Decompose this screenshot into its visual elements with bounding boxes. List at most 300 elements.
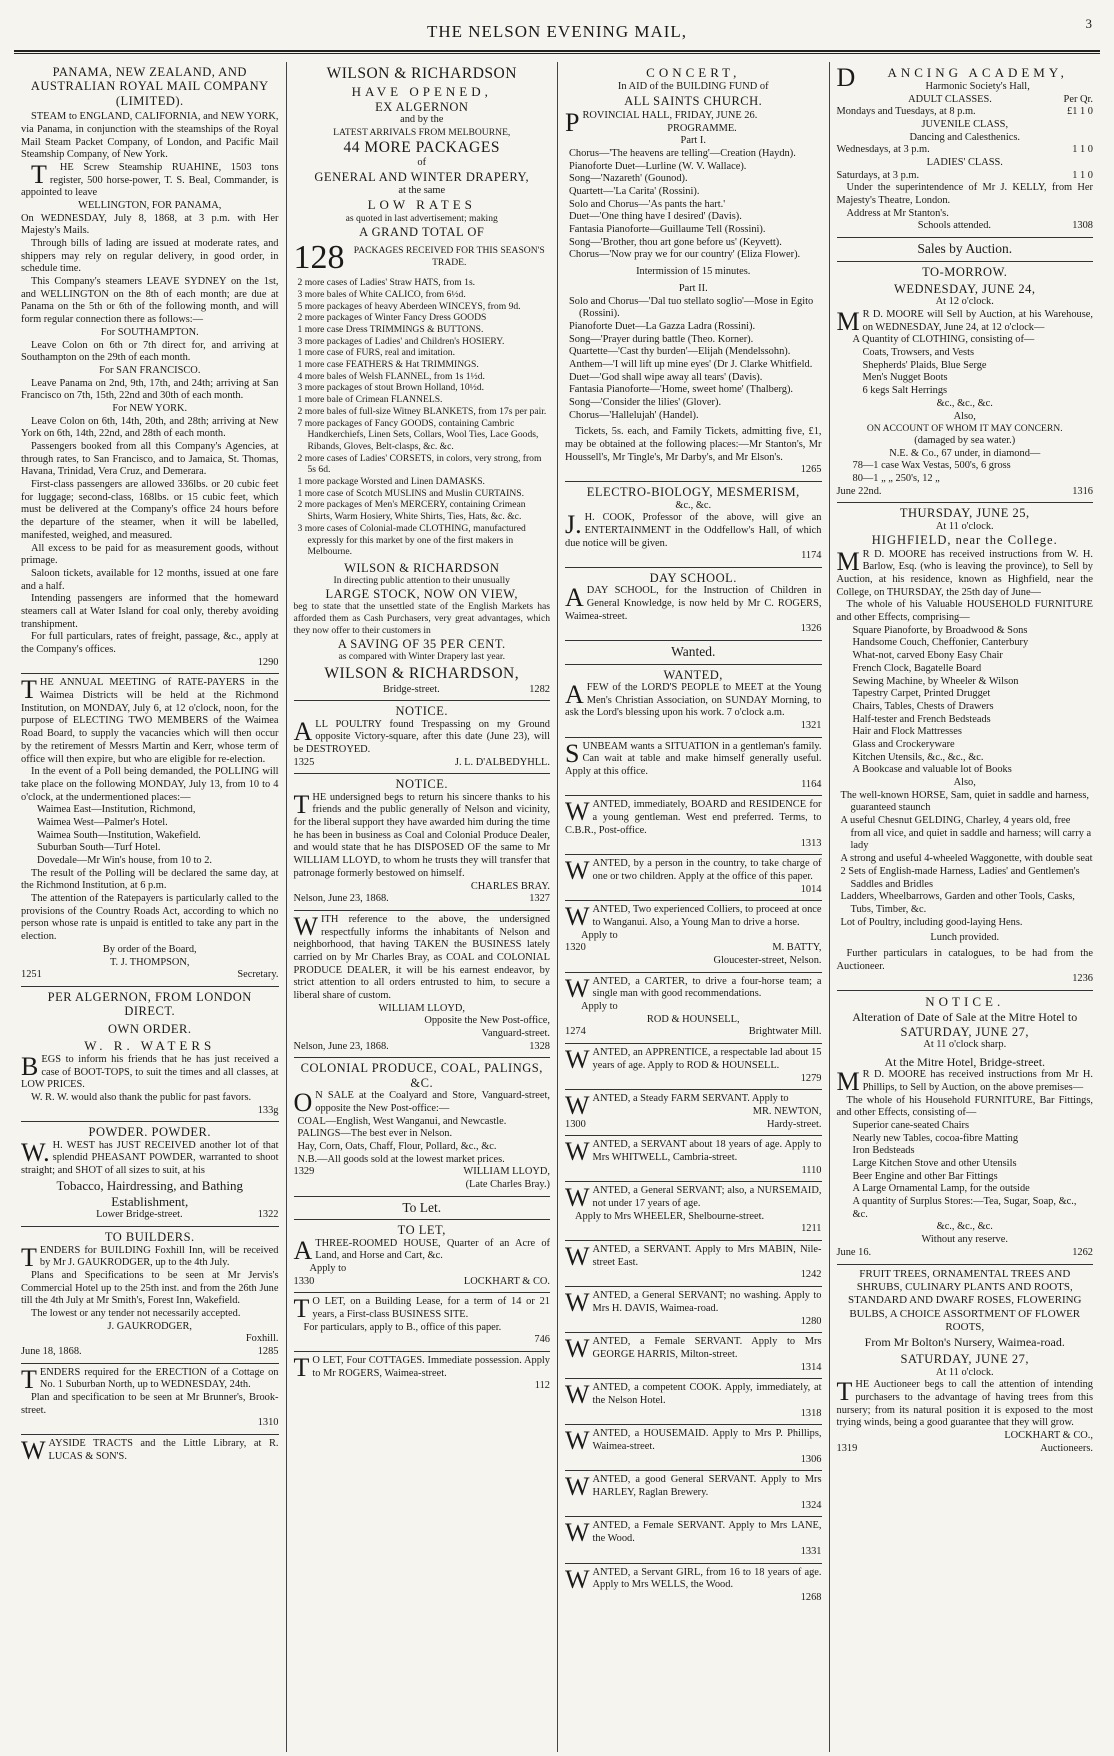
ad-text: WANTED, a Female SERVANT. Apply to Mrs GEORGE HARRIS, Milton-street. xyxy=(565,1334,822,1364)
ad-signer: CHARLES BRAY. xyxy=(470,880,550,892)
ad-text: WANTED, immediately, BOARD and RESIDENCE for a young gentleman. West end preferred. Terms, to C.B.R., Post-office. xyxy=(565,797,822,836)
ad-text: WANTED, Two experienced Colliers, to proceed at once to Wanganui. Also, a Young Man to drive a horse. xyxy=(565,902,822,932)
ad-text: WANTED, a Servant GIRL, from 16 to 18 years of age. Apply to Mrs WELLS, the Wood. xyxy=(565,1564,822,1594)
ad-subhead: LADIES' CLASS. xyxy=(926,156,1003,168)
class-price: £1 1 0 xyxy=(1067,106,1093,118)
section-heading-to-let: To Let. xyxy=(294,1197,551,1220)
page-number: 3 xyxy=(1085,16,1092,31)
ad-wanted-harley xyxy=(565,1471,822,1517)
ad-text: BEGS to inform his friends that he has just received a case of BOOT-TOPS, to suit the times and all classes, at LOW PRICES. xyxy=(21,1051,279,1091)
ad-text: Plan and specification to be seen at Mr Brunner's, Brook-street. xyxy=(21,1392,279,1416)
ad-text: This Company's steamers LEAVE SYDNEY on the 1st, and WELLINGTON on the 8th of each month; are due at Panama on the 5th or 6th of the following month, and will form regular connection there as follows:— xyxy=(21,276,279,326)
ad-signer: MR. NEWTON, xyxy=(752,1105,822,1117)
ad-text: Leave Colon on 6th or 7th direct for, and arriving at Southampton on the 29th of each month. xyxy=(21,339,279,364)
ad-wanted-whitwell xyxy=(565,1136,822,1182)
lot-item: A Large Ornamental Lamp, for the outside xyxy=(852,1183,1030,1195)
ad-ref: 1236 xyxy=(1072,973,1093,985)
ad-ref: 1110 xyxy=(801,1164,822,1176)
programme-item: Solo and Chorus—'Dal tuo stellato soglio'—Mose in Egito (Rossini). xyxy=(569,295,814,320)
ad-ref: 746 xyxy=(534,1334,550,1346)
lot-item: What-not, carved Ebony Easy Chair xyxy=(852,650,1003,662)
ad-wanted-davis xyxy=(565,1287,822,1333)
ad-subhead: HAVE OPENED, xyxy=(351,83,492,99)
ad-wanted-wells xyxy=(565,1564,822,1609)
programme-item: Quartett—'La Carita' (Rossini). xyxy=(569,186,700,198)
ad-subhead: Tobacco, Hairdressing, and Bathing Establishment, xyxy=(56,1177,243,1209)
ad-ref: 1300 xyxy=(565,1118,586,1130)
ad-text: Under the superintendence of Mr J. KELLY, from Her Majesty's Theatre, London. xyxy=(836,182,1093,207)
ad-text: THE Screw Steamship RUAHINE, 1503 tons register, 500 horse-power, T. S. Beal, Commander, is appointed to leave xyxy=(21,159,279,199)
ad-text: Apply to xyxy=(309,1262,347,1274)
ad-wanted-board xyxy=(565,796,822,855)
lot-item: Shepherds' Plaids, Blue Serge xyxy=(862,359,987,371)
ad-subhead: OWN ORDER. xyxy=(108,1021,192,1036)
ad-subhead: A GRAND TOTAL OF xyxy=(359,224,485,239)
ad-text: WANTED, a General SERVANT; also, a NURSEMAID, not under 17 years of age. xyxy=(565,1183,822,1213)
ad-date: Nelson, June 23, 1868. xyxy=(293,1040,389,1052)
ad-text: Address at Mr Stanton's. xyxy=(846,207,949,219)
ad-wanted-lane xyxy=(565,1517,822,1563)
ad-ref: 1321 xyxy=(800,720,822,732)
poll-place: Waimea West—Palmer's Hotel. xyxy=(37,816,168,828)
column-2 xyxy=(286,62,558,1752)
ad-address: Opposite the New Post-office, xyxy=(424,1015,550,1027)
ad-title: DANCING ACADEMY, xyxy=(836,63,1068,92)
stock-item: 1 more case of Scotch MUSLINS and Muslin CURTAINS. xyxy=(297,487,524,499)
ad-title: NOTICE. xyxy=(395,777,448,792)
ad-ref: 1290 xyxy=(257,656,279,668)
lot-item: A Bookcase and valuable lot of Books xyxy=(852,764,1012,776)
ad-wanted-housemaid xyxy=(565,1425,822,1471)
ad-title: POWDER. POWDER. xyxy=(88,1125,211,1140)
ad-text: WANTED, an APPRENTICE, a respectable lad about 15 years of age. Apply to ROD & HOUNSELL. xyxy=(565,1045,822,1075)
ad-title: NOTICE. xyxy=(395,704,448,719)
ad-ref: 1322 xyxy=(257,1209,279,1221)
ad-text: TENDERS for BUILDING Foxhill Inn, will be received by Mr J. GAUKRODGER, up to the 4th July. xyxy=(21,1242,279,1272)
ad-ratepayers xyxy=(21,674,279,987)
lot-item: 6 kegs Salt Herrings xyxy=(862,385,948,397)
ad-text: WITH reference to the above, the undersigned respectfully informs the inhabitants of Nelson and neighborhood, that having TAKEN the BUSINESS lately carried on by Mr Charles Bray, as COAL and COLONIAL PRODUCE DEALER, it will be his earnest endeavor, by strict attention to all orders entrusted to him, to secure a liberal share of custom. xyxy=(293,911,550,1002)
ad-ref: 1014 xyxy=(800,883,822,895)
lot-item: Handsome Couch, Cheffonier, Canterbury xyxy=(852,637,1029,649)
ad-wanted-mabin xyxy=(565,1241,822,1287)
ad-ref: 1329 xyxy=(293,1166,315,1178)
ad-signer: LOCKHART & CO., xyxy=(1004,1429,1093,1441)
ad-title: ELECTRO-BIOLOGY, MESMERISM, xyxy=(586,485,800,500)
ad-text: W.H. WEST has JUST RECEIVED another lot of that splendid PHEASANT POWDER, warranted to shoot straight; and SHOT of all sizes to suit, at his xyxy=(21,1137,279,1177)
ad-day-school xyxy=(565,568,822,641)
ad-signer: T. J. THOMPSON, xyxy=(109,956,190,968)
ad-text: The whole of his Valuable HOUSEHOLD FURNITURE and other Effects, comprising— xyxy=(836,599,1093,624)
ad-text: THE ANNUAL MEETING of RATE-PAYERS in the Waimea Districts will be held at the Richmond Institution, on MONDAY, July 6, at 12 o'clock, noon, for the purpose of ELECTING TWO MEMBERS of the Waimea Road Board, to supply the vacancies which will then occur by the retirement of Messrs Martin and Kerr, whose term of office will then expire, but who are eligible for re-election. xyxy=(21,675,279,765)
column-1 xyxy=(14,62,286,1752)
ad-subhead: ADULT CLASSES. xyxy=(908,93,992,105)
ad-title: THURSDAY, JUNE 25, xyxy=(899,506,1030,521)
ad-ref: 1306 xyxy=(800,1453,822,1465)
stock-item: 2 more packages of Men's MERCERY, containing Crimean Shirts, Warm Hosiery, White Shirts, Ties, Hats, &c. &c. xyxy=(297,499,526,523)
ad-text: Intending passengers are informed that the homeward steamers call at Water Island for coal only, thereby avoiding transhipment. xyxy=(21,593,279,630)
ad-address: Gloucester-street, Nelson. xyxy=(713,955,822,967)
ad-title: NOTICE. xyxy=(925,994,1005,1010)
ad-ref: 1251 xyxy=(21,969,42,981)
lot-item: Large Kitchen Stove and other Utensils xyxy=(852,1158,1017,1170)
ad-address: Lower Bridge-street. xyxy=(96,1209,183,1221)
ad-text: WANTED, a General SERVANT; no washing. Apply to Mrs H. DAVIS, Waimea-road. xyxy=(565,1288,822,1318)
ad-role: Auctioneers. xyxy=(1040,1442,1093,1454)
ad-ref: 112 xyxy=(534,1380,550,1392)
columns xyxy=(14,62,1100,1752)
ad-text: PROVINCIAL HALL, FRIDAY, JUNE 26. xyxy=(565,107,758,137)
ad-tolet-house xyxy=(294,1220,551,1293)
ad-text: WANTED, a Female SERVANT. Apply to Mrs LANE, the Wood. xyxy=(565,1518,822,1548)
ad-lloyd xyxy=(294,911,551,1059)
ad-ref: 1242 xyxy=(800,1269,822,1281)
ad-text: First-class passengers are allowed 336lbs. or 20 cubic feet for luggage; second-class, 168lbs. or 15 cubic feet, which must be delivered at the Company's office 24 hours before the departure of the steamer, when it will be labelled, manifested, weighed, and measured. xyxy=(21,479,279,541)
class-time: Saturdays, at 3 p.m. xyxy=(836,169,920,181)
ad-text: At 11 o'clock sharp. xyxy=(923,1038,1007,1050)
ad-signer: WILLIAM LLOYD, xyxy=(378,1002,466,1014)
ad-auction-mitre xyxy=(837,991,1094,1264)
stock-item: 4 more bales of Welsh FLANNEL, from 1s 1½d. xyxy=(297,370,485,382)
ad-date: Nelson, June 23, 1868. xyxy=(293,893,389,905)
ad-subhead: From Mr Bolton's Nursery, Waimea-road. xyxy=(864,1334,1065,1349)
ad-subhead: For SOUTHAMPTON. xyxy=(100,326,199,338)
ad-ref: 1318 xyxy=(800,1407,822,1419)
ad-title: TO BUILDERS. xyxy=(104,1230,195,1245)
ad-text: WANTED, a SERVANT about 18 years of age. Apply to Mrs WHITWELL, Cambria-street. xyxy=(565,1137,822,1167)
ad-ref: 1330 xyxy=(293,1275,315,1287)
poll-place: Dovedale—Mr Win's house, from 10 to 2. xyxy=(37,855,212,866)
stock-item: 3 more packages of stout Brown Holland, 10½d. xyxy=(297,382,485,394)
ad-text: (damaged by sea water.) xyxy=(914,434,1016,446)
ad-title: FRUIT TREES, ORNAMENTAL TREES AND SHRUBS, CULINARY PLANTS AND ROOTS, STANDARD AND DWARF ROSES, FLOWERING BULBS, A CHOICE ASSORTMENT OF FLOWER ROOTS, xyxy=(848,1267,1082,1334)
ad-text: WANTED, a competent COOK. Apply, immediately, at the Nelson Hotel. xyxy=(565,1380,822,1410)
ad-text: TENDERS required for the ERECTION of a Cottage on No. 1 Suburban North, up to WEDNESDAY, 24th. xyxy=(21,1364,279,1394)
ad-text: WANTED, a SERVANT. Apply to Mrs MABIN, Nile-street East. xyxy=(565,1242,822,1272)
ad-wanted-carter xyxy=(565,973,822,1044)
ad-text: Plans and Specifications to be seen at Mr Jervis's Commercial Hotel up to the 25th inst. and from the 26th June till the 4th July at Mr Smith's, Forest Inn, Wakefield. xyxy=(21,1269,279,1307)
ad-subhead: ON ACCOUNT OF WHOM IT MAY CONCERN. xyxy=(866,423,1063,435)
stock-item: 1 more package Worsted and Linen DAMASKS. xyxy=(297,476,485,488)
column-4 xyxy=(829,62,1101,1752)
ad-text: and by the xyxy=(400,114,444,126)
ad-text: At 11 o'clock. xyxy=(935,1366,994,1378)
ad-text: ATHREE-ROOMED HOUSE, Quarter of an Acre of Land, and Horse and Cart, &c. xyxy=(293,1235,550,1265)
ad-powder xyxy=(21,1122,279,1227)
ad-text: WANTED, a HOUSEMAID. Apply to Mrs P. Phillips, Waimea-street. xyxy=(565,1426,822,1456)
class-time: Wednesdays, at 3 p.m. xyxy=(836,144,930,156)
total-packages: 128 xyxy=(293,239,345,277)
ad-text: Schools attended. xyxy=(917,220,992,232)
ad-ref: 1313 xyxy=(800,837,822,849)
ad-text: N.E. & Co., 67 under, in diamond— xyxy=(889,447,1041,459)
ad-text: (Late Charles Bray.) xyxy=(465,1179,550,1191)
ad-ref: 1328 xyxy=(529,1040,550,1052)
lot-item: A quantity of Surplus Stores:—Tea, Sugar, Soap, &c., &c. xyxy=(852,1196,1077,1220)
programme-item: Duet—'One thing have I desired' (Davis). xyxy=(569,211,742,223)
lot-item: Superior cane-seated Chairs xyxy=(852,1119,970,1131)
ad-colonial-produce xyxy=(294,1058,551,1196)
lot-item: &c., &c., &c. xyxy=(936,1221,993,1233)
ad-text: At 12 o'clock. xyxy=(935,296,994,308)
programme-item: Song—'Prayer during battle (Theo. Korner). xyxy=(569,333,754,345)
ad-auction-highfield xyxy=(837,503,1094,991)
ad-date: June 18, 1868. xyxy=(21,1346,82,1358)
class-price: 1 1 0 xyxy=(1072,144,1093,156)
ad-text: of xyxy=(417,157,427,169)
ad-text: THE Auctioneer begs to call the attention of intending purchasers to the advantage of having trees from this nursery; from its natural position it is exposed to the most trying winds, being a good guarantee that they will grow. xyxy=(836,1377,1093,1429)
ad-text: MR D. MOORE has received instructions from W. H. Barlow, Esq. (who is leaving the province), to Sell by Auction, at his residence, known as Highfield, near the College, on THURSDAY, the 25th day of June— xyxy=(836,546,1093,598)
stock-item: 1 more case Dress TRIMMINGS & BUTTONS. xyxy=(297,323,484,335)
ad-wanted-cook xyxy=(565,1379,822,1425)
ad-subhead: A SAVING OF 35 PER CENT. xyxy=(337,636,506,651)
ad-ref: 1331 xyxy=(800,1545,822,1557)
ad-text: The attention of the Ratepayers is particularly called to the provisions of the Country Roads Act, according to which no person whose rate is unpaid is entitled to take any part in the election. xyxy=(21,893,279,943)
ad-waters xyxy=(21,987,279,1122)
ad-dancing-academy xyxy=(837,62,1094,238)
ad-address: Bridge-street. xyxy=(382,683,440,695)
ad-text: The whole of his Household FURNITURE, Bar Fittings, and other Effects, consisting of— xyxy=(836,1094,1093,1119)
lot-item: 80—1 „ „ 250's, 12 „ xyxy=(852,472,940,484)
ad-wanted-colliers xyxy=(565,901,822,972)
lot-item: Half-tester and French Bedsteads xyxy=(852,713,991,725)
ad-text: N.B.—All goods sold at the lowest market prices. xyxy=(297,1153,505,1165)
masthead: THE NELSON EVENING MAIL, xyxy=(426,22,688,41)
programme-item: Quartette—'Cast thy burden'—Elijah (Mendelssohn). xyxy=(569,346,791,358)
ad-subhead: GENERAL AND WINTER DRAPERY, xyxy=(314,170,530,185)
programme-item: Song—'Consider the lilies' (Glover). xyxy=(569,397,722,409)
ad-panama xyxy=(21,62,279,674)
ad-wanted-country xyxy=(565,855,822,901)
ad-subhead: LARGE STOCK, NOW ON VIEW, xyxy=(325,587,519,602)
ad-subhead: HIGHFIELD, near the College. xyxy=(871,533,1058,548)
ad-ref: 1265 xyxy=(800,464,822,476)
ad-text: All excess to be paid for as measurement goods, without primage. xyxy=(21,542,279,567)
ad-address: Brightwater Mill. xyxy=(748,1026,822,1038)
ad-signer: J. GAUKRODGER, xyxy=(107,1320,193,1332)
ad-text: PACKAGES RECEIVED FOR THIS SEASON'S TRADE. xyxy=(353,245,545,268)
ad-text: Also, xyxy=(953,410,976,422)
ad-address: Hardy-street. xyxy=(766,1118,822,1130)
ad-wilson-richardson xyxy=(294,62,551,701)
ad-electro-biology xyxy=(565,482,822,568)
ad-ref: 1316 xyxy=(1072,485,1093,497)
lot-item: Lot of Poultry, including good-laying Hens. xyxy=(840,916,1023,928)
ad-wanted-farm xyxy=(565,1090,822,1136)
ad-ref: 1327 xyxy=(529,893,550,905)
ad-tolet-cottages xyxy=(294,1352,551,1397)
stock-item: 2 more cases of Ladies' CORSETS, in colors, very strong, from 5s 6d. xyxy=(297,452,542,476)
ad-signer: ROD & HOUNSELL, xyxy=(646,1013,740,1025)
ad-ref: 1279 xyxy=(800,1072,822,1084)
lot-item: French Clock, Bagatelle Board xyxy=(852,662,982,674)
lot-item: &c., &c., &c. xyxy=(936,397,993,409)
stock-item: 1 more bale of Crimean FLANNELS. xyxy=(297,394,443,406)
ad-title: PANAMA, NEW ZEALAND, AND AUSTRALIAN ROYAL MAIL COMPANY (LIMITED). xyxy=(30,65,269,108)
ad-text: COAL—English, West Wanganui, and Newcastle. xyxy=(297,1115,507,1127)
ad-text: In AID of the BUILDING FUND of xyxy=(617,80,769,92)
ad-text: PALINGS—The best ever in Nelson. xyxy=(297,1128,453,1140)
lot-item: Men's Nugget Boots xyxy=(862,372,948,384)
ad-text: Apply to xyxy=(581,1001,618,1013)
lot-item: A useful Chesnut GELDING, Charley, 4 years old, free from all vice, and quiet in saddle and harness; will carry a lady xyxy=(840,815,1092,852)
programme-item: Chorus—'Hallelujah' (Handel). xyxy=(569,409,699,421)
poll-place: Waimea South—Institution, Wakefield. xyxy=(37,829,201,841)
ad-text: MR D. MOORE has received instructions from Mr H. Phillips, to Sell by Auction, on the above premises— xyxy=(836,1067,1093,1097)
ad-text: J.H. COOK, Professor of the above, will give an ENTERTAINMENT in the Oddfellow's Hall, of which due notice will be given. xyxy=(565,510,822,549)
ad-subhead: Part I. xyxy=(680,135,706,147)
ad-tolet-site xyxy=(294,1293,551,1352)
programme-item: Duet—'God shall wipe away all tears' (Davis). xyxy=(569,371,763,383)
ad-text: Lunch provided. xyxy=(930,932,1000,944)
ad-address: Vanguard-street. xyxy=(481,1028,550,1040)
ad-builders xyxy=(21,1227,279,1364)
programme-item: Song—'Nazareth' (Gounod). xyxy=(569,173,688,185)
programme-item: Fantasia Pianoforte—Guillaume Tell (Rossini). xyxy=(569,224,766,236)
ad-subhead: WELLINGTON, FOR PANAMA, xyxy=(78,199,222,211)
ad-text: AFEW of the LORD'S PEOPLE to MEET at the Young Men's Christian Association, on SUNDAY Morning, to ask the Lord's blessing upon his work. 7 o'clock a.m. xyxy=(565,679,822,719)
ad-text: WANTED, a good General SERVANT. Apply to Mrs HARLEY, Raglan Brewery. xyxy=(565,1472,822,1502)
ad-ref: 1324 xyxy=(800,1499,822,1511)
ad-ref: 1262 xyxy=(1072,1246,1093,1258)
ad-ref: 1310 xyxy=(257,1417,279,1429)
ad-text: as compared with Winter Drapery last year. xyxy=(338,650,505,662)
stock-item: 3 more packages of Ladies' and Children's HOSIERY. xyxy=(297,335,505,347)
ad-title: TO-MORROW. xyxy=(922,264,1008,279)
ad-text: Through bills of lading are issued at moderate rates, and shippers may rely on regular delivery, in good order, in schedule time. xyxy=(21,238,279,275)
ad-ref: 1174 xyxy=(801,550,822,562)
lot-item: Beer Engine and other Bar Fittings xyxy=(852,1170,998,1182)
ad-text: Leave Colon on 6th, 14th, 20th, and 28th; arriving at New York on 6th, 14th, 22nd, and 28th of each month. xyxy=(21,415,279,440)
ad-ref: 1282 xyxy=(529,683,550,695)
ad-text: By order of the Board, xyxy=(102,943,197,955)
programme-item: Pianoforte Duet—Lurline (W. V. Wallace). xyxy=(569,160,747,172)
ad-text: SUNBEAM wants a SITUATION in a gentleman's family. Can wait at table and make himself generally useful. Apply at this office. xyxy=(565,738,822,778)
lot-item: Chairs, Tables, Chests of Drawers xyxy=(852,700,994,712)
ad-auction-tomorrow xyxy=(837,262,1094,504)
ad-text: Harmonic Society's Hall, xyxy=(925,80,1030,92)
ad-text: W. R. W. would also thank the public for past favors. xyxy=(31,1091,252,1103)
programme-item: Song—'Brother, thou art gone before us' (Keyvett). xyxy=(569,236,782,248)
ad-text: WANTED, a CARTER, to drive a four-horse team; a single man with good recommendations. xyxy=(565,973,822,1003)
ad-subhead: Alteration of Date of Sale at the Mitre Hotel to xyxy=(852,1009,1078,1024)
ad-text: Apply to Mrs WHEELER, Shelbourne-street. xyxy=(575,1210,765,1222)
programme-item: Pianoforte Duet—La Gazza Ladra (Rossini). xyxy=(569,320,756,332)
stock-item: 7 more packages of Fancy GOODS, containing Cambric Handkerchiefs, Linen Sets, Collars, Wool Ties, Lace Goods, Ribands, Gloves, Belt-clasps, &c. &c. xyxy=(297,417,539,452)
ad-text: Hay, Corn, Oats, Chaff, Flour, Pollard, &c., &c. xyxy=(297,1140,497,1152)
ad-subhead: WILSON & RICHARDSON xyxy=(344,561,500,575)
stock-item: 2 more cases of Ladies' Straw HATS, from 1s. xyxy=(297,277,476,289)
ad-wanted-wheeler xyxy=(565,1182,822,1241)
ad-text: The result of the Polling will be declared the same day, at the Richmond Institution, at 6 p.m. xyxy=(21,867,279,892)
column-3 xyxy=(557,62,829,1752)
ad-text: For particulars, apply to B., office of this paper. xyxy=(303,1321,502,1333)
lot-item: Sewing Machine, by Wheeler & Wilson xyxy=(852,675,1019,687)
ad-signer: J. L. D'ALBEDYHLL. xyxy=(454,756,550,768)
ad-text: For full particulars, rates of freight, passage, &c., apply at the Company's offices. xyxy=(21,631,279,655)
lot-item: Iron Bedsteads xyxy=(852,1145,915,1157)
ad-text: ALL POULTRY found Trespassing on my Ground opposite Victory-square, after this date (June 23), will be DESTROYED. xyxy=(293,716,550,755)
ad-ref: 1325 xyxy=(293,756,315,768)
ad-title: COLONIAL PRODUCE, COAL, PALINGS, &C. xyxy=(300,1061,543,1090)
stock-item: 2 more bales of full-size Witney BLANKETS, from 17s per pair. xyxy=(297,405,547,417)
lot-item: A strong and useful 4-wheeled Waggonette, with double seat xyxy=(840,853,1093,865)
class-time: Mondays and Tuesdays, at 8 p.m. xyxy=(836,106,976,118)
ad-ref: 1319 xyxy=(836,1442,858,1454)
ad-wayside xyxy=(21,1435,279,1467)
ad-subhead: WEDNESDAY, JUNE 24, xyxy=(894,281,1036,296)
ad-subhead: SATURDAY, JUNE 27, xyxy=(900,1024,1029,1039)
ad-text: TO LET, Four COTTAGES. Immediate possession. Apply to Mr ROGERS, Waimea-street. xyxy=(293,1353,550,1383)
ad-subhead: At the Mitre Hotel, Bridge-street. xyxy=(884,1054,1046,1069)
ad-date: June 16. xyxy=(836,1246,872,1258)
ad-signer: LOCKHART & CO. xyxy=(463,1275,550,1287)
poll-place: Waimea East—Institution, Richmond, xyxy=(37,804,196,816)
ad-notice-bray xyxy=(294,774,551,911)
ad-text: In the event of a Poll being demanded, the POLLING will take place on the following MONDAY, July 13, from 10 to 4 o'clock, at the undermentioned places:— xyxy=(21,766,279,803)
ad-wanted-apprentice xyxy=(565,1044,822,1090)
ad-text: ADAY SCHOOL, for the Instruction of Children in General Knowledge, is now held by Mr C. ROGERS, Waimea-street. xyxy=(565,583,822,622)
ad-subhead: For SAN FRANCISCO. xyxy=(99,364,201,376)
programme-item: Chorus—'Now pray we for our country' (Eliza Flower). xyxy=(569,249,801,261)
ad-text: WAYSIDE TRACTS and the Little Library, at R. LUCAS & SON'S. xyxy=(21,1436,279,1466)
ad-text: Tickets, 5s. each, and Family Tickets, admitting five, £1, may be obtained at the following places:—Mr Stanton's, Mr Houssell's, Mr Tingle's, Mr Darby's, and Mr Elson's. xyxy=(565,426,822,463)
ad-ref: 133g xyxy=(257,1104,279,1116)
section-heading-wanted: Wanted. xyxy=(565,641,822,664)
ad-ref: 1268 xyxy=(800,1591,822,1603)
programme-item: Solo and Chorus—'As pants the hart.' xyxy=(569,198,726,210)
ad-title: WILSON & RICHARDSON, xyxy=(324,664,520,682)
ad-text: The lowest or any tender not necessarily accepted. xyxy=(31,1307,241,1319)
lot-item: 2 Sets of English-made Harness, Ladies' and Gentlemen's Saddles and Bridles xyxy=(840,865,1080,890)
lot-item: Nearly new Tables, cocoa-fibre Matting xyxy=(852,1132,1019,1144)
ad-notice-poultry xyxy=(294,701,551,774)
ad-subhead: JUVENILE CLASS, xyxy=(921,118,1009,130)
ad-ref: 1326 xyxy=(800,623,822,635)
lot-item: Ladders, Wheelbarrows, Garden and other Tools, Casks, Tubs, Timber, &c. xyxy=(840,891,1075,915)
ad-text: In directing public attention to their unusually xyxy=(333,575,510,587)
ad-tenders xyxy=(21,1364,279,1435)
ad-fruit-trees xyxy=(837,1265,1094,1460)
ad-text: as quoted in last advertisement; making xyxy=(345,213,498,225)
ad-subhead: EX ALGERNON xyxy=(375,99,469,114)
stock-item: 3 more cases of Colonial-made CLOTHING, manufactured expressly for this market by one of the first makers in Melbourne. xyxy=(297,522,526,558)
ad-text: Further particulars in catalogues, to be had from the Auctioneer. xyxy=(836,947,1093,972)
section-heading-auction: Sales by Auction. xyxy=(837,238,1094,261)
ad-text: WANTED, by a person in the country, to take charge of one or two children. Apply at the office of this paper. xyxy=(565,856,822,886)
ad-text: WANTED, a Steady FARM SERVANT. Apply to xyxy=(565,1091,789,1121)
ad-date: June 22nd. xyxy=(836,485,882,497)
ad-text: Intermission of 15 minutes. xyxy=(636,266,751,278)
ad-ref: 1320 xyxy=(565,942,586,954)
ad-wanted-lords-people xyxy=(565,665,822,738)
ad-text: Per Qr. xyxy=(1063,93,1093,105)
ad-text: At 11 o'clock. xyxy=(935,520,994,532)
stock-item: 1 more case of FURS, real and imitation. xyxy=(297,347,455,359)
ad-sunbeam xyxy=(565,738,822,797)
ad-text: Apply to xyxy=(581,929,618,941)
ad-ref: 1211 xyxy=(801,1223,822,1235)
lot-item: Tapestry Carpet, Printed Drugget xyxy=(852,688,991,700)
class-price: 1 1 0 xyxy=(1072,169,1093,181)
ad-signer: M. BATTY, xyxy=(772,942,822,954)
ad-text: Without any reserve. xyxy=(921,1234,1008,1246)
lot-item: The well-known HORSE, Sam, quiet in saddle and harness, guaranteed staunch xyxy=(840,789,1089,814)
ad-subhead: LOW RATES xyxy=(367,197,476,213)
ad-signer: WILLIAM LLOYD, xyxy=(463,1166,550,1178)
lot-item: Square Pianoforte, by Broadwood & Sons xyxy=(852,624,1028,636)
ad-ref: 1274 xyxy=(565,1026,586,1038)
